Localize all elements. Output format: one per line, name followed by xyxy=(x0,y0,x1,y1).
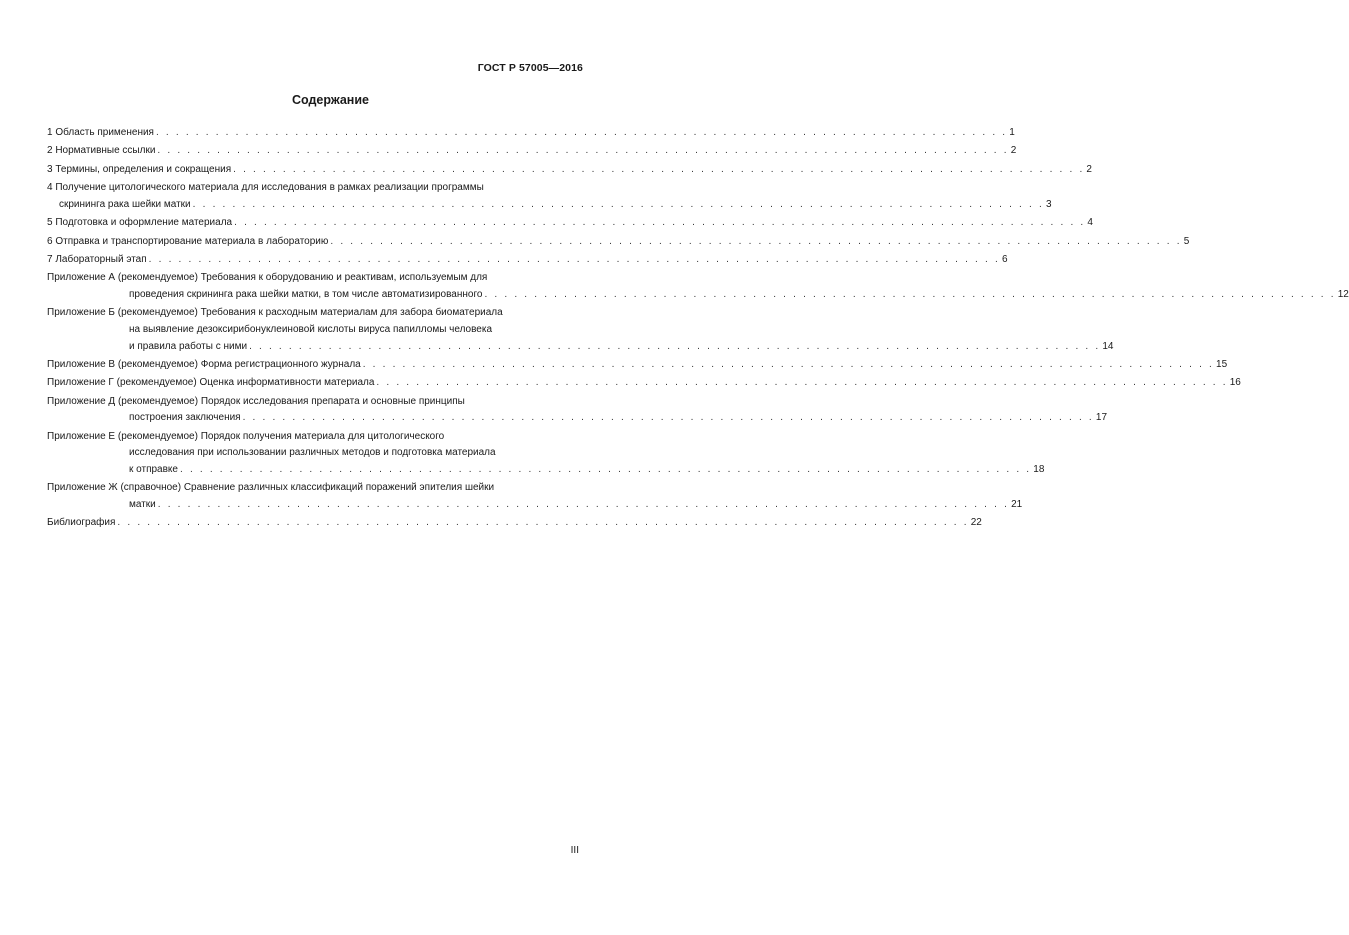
toc-page-number: 1 xyxy=(1009,127,1015,138)
toc-page-number: 15 xyxy=(1216,358,1228,370)
toc-entry[interactable] xyxy=(47,125,1015,142)
toc-entry-text: и правила работы с ними xyxy=(129,340,248,352)
dot-leader: . . . . . . . . . . . . . . . . . . . . . . . . . . . . . . . . . . . . . . . . . . . . . . . . . . . . . . . . . . . . . . . . . . . . . . . . . . . . . . . . . . . . . . xyxy=(330,235,1182,247)
dot-leader: . . . . . . . . . . . . . . . . . . . . . . . . . . . . . . . . . . . . . . . . . . . . . . . . . . . . . . . . . . . . . . . . . . . . . . . . . . . . . . . . . . . . . . xyxy=(484,288,1336,300)
page-number: III xyxy=(570,845,579,856)
dot-leader: . . . . . . . . . . . . . . . . . . . . . . . . . . . . . . . . . . . . . . . . . . . . . . . . . . . . . . . . . . . . . . . . . . . . . . . . . . . . . . . . . . . . . . xyxy=(157,498,1010,510)
dot-leader: . . . . . . . . . . . . . . . . . . . . . . . . . . . . . . . . . . . . . . . . . . . . . . . . . . . . . . . . . . . . . . . . . . . . . . . . . . . . . . . . . . . . . . xyxy=(249,340,1101,352)
toc-entry-text: 1 Область применения xyxy=(47,127,154,138)
toc-page-number: 22 xyxy=(970,517,982,529)
toc-page-number: 4 xyxy=(1087,217,1093,229)
toc-page-number: 14 xyxy=(1102,340,1114,352)
toc-page-number: 16 xyxy=(1229,377,1241,389)
toc-entry-text: Приложение Б (рекомендуемое) Требования к расходным материалам для забора биоматериала xyxy=(47,307,503,319)
document-code: ГОСТ Р 57005—2016 xyxy=(477,62,583,74)
toc-page-number: 5 xyxy=(1183,235,1190,247)
toc-entry[interactable] xyxy=(47,515,982,532)
dot-leader: . . . . . . . . . . . . . . . . . . . . . . . . . . . . . . . . . . . . . . . . . . . . . . . . . . . . . . . . . . . . . . . . . . . . . . . . . . . . . . . . . . . . . . xyxy=(148,253,1000,265)
toc-entry[interactable] xyxy=(47,143,1017,160)
dot-leader: . . . . . . . . . . . . . . . . . . . . . . . . . . . . . . . . . . . . . . . . . . . . . . . . . . . . . . . . . . . . . . . . . . . . . . . . . . . . . . . . . . . . . . xyxy=(179,463,1032,475)
toc-entry-text: 6 Отправка и транспортирование материала в лабораторию xyxy=(47,235,329,247)
dot-leader: . . . . . . . . . . . . . . . . . . . . . . . . . . . . . . . . . . . . . . . . . . . . . . . . . . . . . . . . . . . . . . . . . . . . . . . . . . . . . . . . . . . . . . xyxy=(192,198,1044,210)
toc-entry-text: Приложение Е (рекомендуемое) Порядок получения материала для цитологического xyxy=(47,430,445,442)
toc-page-number: 12 xyxy=(1337,288,1349,300)
toc-page-number: 17 xyxy=(1095,412,1108,424)
toc-entry-text: матки xyxy=(129,498,156,510)
toc-entry-text: Приложение Ж (справочное) Сравнение различных классификаций поражений эпителия шейки xyxy=(47,482,495,494)
toc-entry[interactable] xyxy=(47,480,1023,513)
toc-entry-text: скрининга рака шейки матки xyxy=(59,198,191,210)
dot-leader: . . . . . . . . . . . . . . . . . . . . . . . . . . . . . . . . . . . . . . . . . . . . . . . . . . . . . . . . . . . . . . . . . . . . . . . . . . . . . . . . . . . . . . xyxy=(117,517,969,529)
dot-leader: . . . . . . . . . . . . . . . . . . . . . . . . . . . . . . . . . . . . . . . . . . . . . . . . . . . . . . . . . . . . . . . . . . . . . . . . . . . . . . . . . . . . . . xyxy=(376,377,1228,389)
toc-entry-text: Приложение Д (рекомендуемое) Порядок исследования препарата и основные принципы xyxy=(47,395,465,407)
dot-leader: . . . . . . . . . . . . . . . . . . . . . . . . . . . . . . . . . . . . . . . . . . . . . . . . . . . . . . . . . . . . . . . . . . . . . . . . . . . . . . . . . . . . . . xyxy=(157,145,1009,157)
toc-entry[interactable] xyxy=(47,305,1114,355)
toc-entry[interactable] xyxy=(47,234,1190,251)
toc-entry-text: 5 Подготовка и оформление материала xyxy=(47,217,233,229)
toc-page-number: 6 xyxy=(1001,253,1008,265)
toc-entry-text: построения заключения xyxy=(129,412,241,424)
toc-entry-text: Приложение В (рекомендуемое) Форма регистрационного журнала xyxy=(47,358,361,370)
dot-leader: . . . . . . . . . . . . . . . . . . . . . . . . . . . . . . . . . . . . . . . . . . . . . . . . . . . . . . . . . . . . . . . . . . . . . . . . . . . . . . . . . . . . . . xyxy=(155,127,1008,138)
toc-entry-text: Приложение А (рекомендуемое) Требования к оборудованию и реактивам, используемым для xyxy=(47,272,488,284)
toc-entry-text: Приложение Г (рекомендуемое) Оценка информативности материала xyxy=(47,377,375,389)
toc-entry-text: 7 Лабораторный этап xyxy=(47,253,147,265)
toc-entry-text: Библиография xyxy=(47,517,116,529)
page-title: Содержание xyxy=(291,93,369,107)
toc-entry[interactable] xyxy=(47,162,1092,179)
dot-leader: . . . . . . . . . . . . . . . . . . . . . . . . . . . . . . . . . . . . . . . . . . . . . . . . . . . . . . . . . . . . . . . . . . . . . . . . . . . . . . . . . . . . . . xyxy=(233,163,1085,175)
table-of-contents xyxy=(47,125,1349,534)
toc-entry[interactable] xyxy=(47,429,1045,479)
toc-entry-text: 4 Получение цитологического материала для исследования в рамках реализации программы xyxy=(47,182,484,194)
toc-entry-text: исследования при использовании различных методов и подготовка материала xyxy=(129,447,496,459)
toc-page-number: 21 xyxy=(1011,498,1023,510)
toc-page-number: 2 xyxy=(1010,145,1017,157)
toc-page-number: 3 xyxy=(1045,198,1052,210)
toc-entry-text: к отправке xyxy=(129,463,178,475)
dot-leader: . . . . . . . . . . . . . . . . . . . . . . . . . . . . . . . . . . . . . . . . . . . . . . . . . . . . . . . . . . . . . . . . . . . . . . . . . . . . . . . . . . . . . . xyxy=(242,412,1094,424)
dot-leader: . . . . . . . . . . . . . . . . . . . . . . . . . . . . . . . . . . . . . . . . . . . . . . . . . . . . . . . . . . . . . . . . . . . . . . . . . . . . . . . . . . . . . . xyxy=(234,217,1086,229)
toc-entry[interactable] xyxy=(47,215,1093,232)
toc-entry[interactable] xyxy=(47,375,1241,392)
toc-entry-text: 3 Термины, определения и сокращения xyxy=(47,163,232,175)
toc-page-number: 2 xyxy=(1086,163,1092,175)
toc-entry-text: на выявление дезоксирибонуклеиновой кислоты вируса папилломы человека xyxy=(129,323,493,335)
toc-entry[interactable] xyxy=(47,180,1052,213)
toc-entry[interactable] xyxy=(47,270,1349,303)
toc-entry[interactable] xyxy=(47,394,1108,427)
toc-page-number: 18 xyxy=(1033,463,1045,475)
toc-entry[interactable] xyxy=(47,252,1008,269)
toc-entry-text: 2 Нормативные ссылки xyxy=(47,145,156,157)
toc-entry[interactable] xyxy=(47,357,1228,374)
toc-entry-text: проведения скрининга рака шейки матки, в том числе автоматизированного xyxy=(129,288,483,300)
dot-leader: . . . . . . . . . . . . . . . . . . . . . . . . . . . . . . . . . . . . . . . . . . . . . . . . . . . . . . . . . . . . . . . . . . . . . . . . . . . . . . . . . . . . . . xyxy=(362,358,1215,370)
